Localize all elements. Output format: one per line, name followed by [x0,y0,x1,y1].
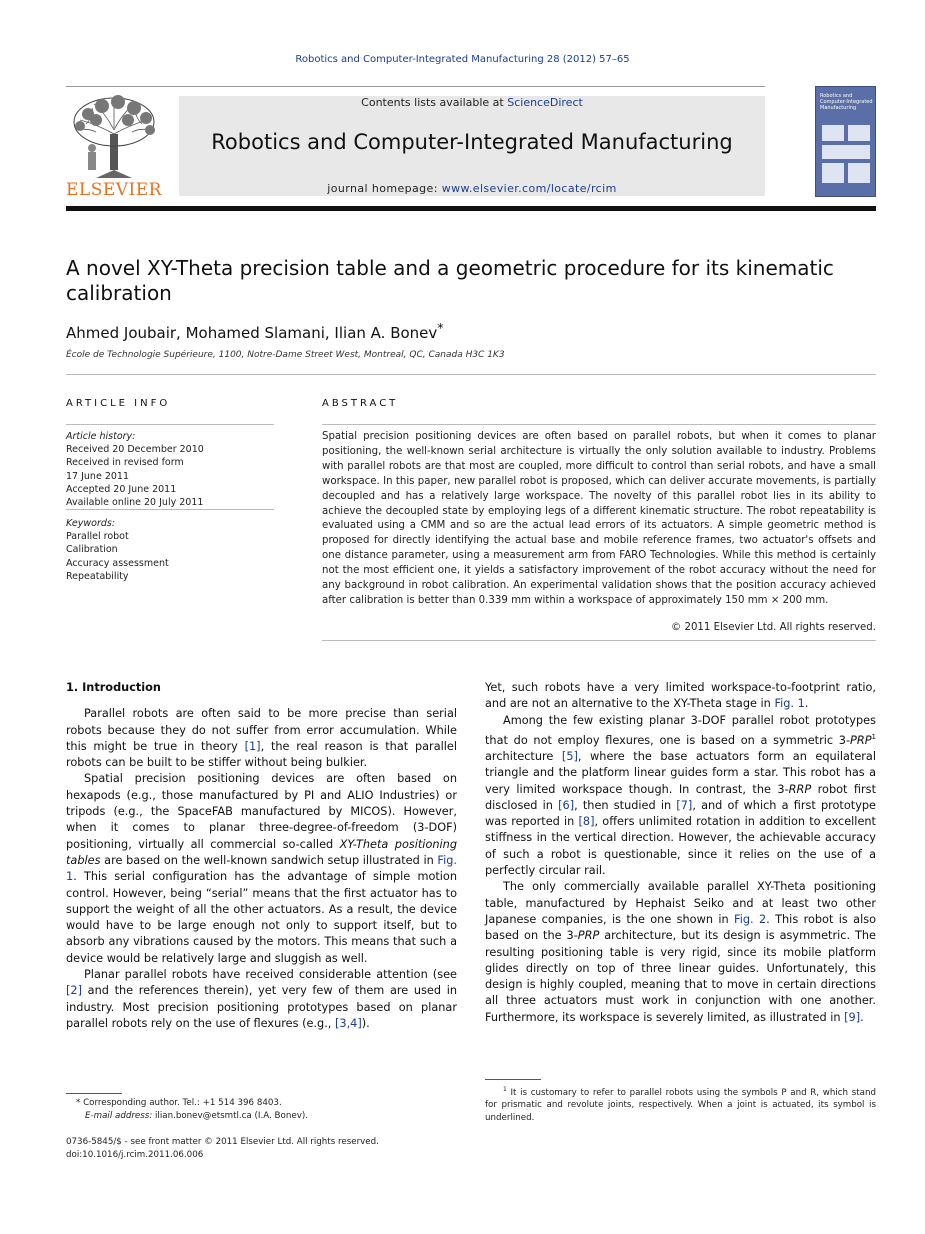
footnote-mark[interactable]: 1 [871,732,876,741]
text-run: ). [361,1016,370,1030]
authors-line [66,320,444,342]
cover-figure-block [822,145,870,159]
article-history-label: Article history: [66,431,136,442]
body-left-column [66,680,457,1032]
contents-prefix: Contents lists available at [361,96,508,109]
text-run: architecture [485,749,562,763]
figure-link[interactable]: Fig. 1 [774,697,805,711]
cover-figure-block [848,125,870,141]
citation-link[interactable]: [6] [558,798,575,812]
contents-line [179,96,765,109]
abstract-text: Spatial precision positioning devices are often based on parallel robots, but when it comes to planar positioning, the well-known serial architecture is virtually the only solution available to industry. Problems with parallel robots are that most are coupled, more difficult to control than serial robots, and have a small workspace. In this paper, new parallel robot is proposed, which can deliver accurate movements, is partially decoupled and has a relatively large workspace. The novelty of this parallel robot lies in its ability to achieve the decoupled state by employing legs of a different kinematic structure. The robot repeatability is evaluated using a CMM and so are the actual lead errors of its actuators. A simple geometric method is proposed for directly identifying the actual base and mobile reference frames, two actuator's offsets and one distance parameter, using a measurement arm from FARO Technologies. While this method is certainly not the most efficient one, it yields a satisfactory improvement of the robot accuracy without the need for any background in robot calibration. An experimental validation shows that the position accuracy achieved after calibration is better than 0.339 mm within a workspace of approximately 150 mm × 200 mm. [322,431,876,606]
text-run: , offers unlimited rotation in addition to excellent stiffness in the vertical direction. However, the achievable accuracy of such a robot is questionable, since it relies on the use of a perfectly circular rail. [485,815,876,878]
text-run: . [804,697,809,711]
email-address[interactable]: ilian.bonev@etsmtl.ca (I.A. Bonev). [152,1111,308,1121]
article-info-heading: ARTICLE INFO [66,398,171,409]
citation-link[interactable]: [2] [66,984,83,998]
text-run: . This serial configuration has the advantage of simple motion control. However, being “serial” means that the first actuator has to support the weight of all the other actuators. As a result, the device would have to be large enough not only to support itself, but to absorb any vibrations caused by the motors. This means that such a device would be relatively large and sluggish as well. [66,870,457,965]
body-right-column [485,680,876,1026]
history-item: Accepted 20 June 2011 [66,483,177,495]
header-thick-rule [66,206,876,211]
text-run: , where the base actuators form an equilateral triangle and the platform linear guides form a star. This robot has a very limited workspace though. In contrast, the 3- [485,749,876,796]
text-run: The only commercially available parallel XY-Theta positioning table, manufactured by Hephaist Seiko and at least two other Japanese companies, is the one shown in [485,880,876,926]
keywords-rule [66,509,274,510]
text-run: , the real reason is that parallel robots can be built to be stiffer without being bulkier. [66,739,457,770]
citation-link[interactable]: [7] [676,798,693,812]
history-item: Available online 20 July 2011 [66,497,204,509]
article-title: A novel XY-Theta precision table and a geometric procedure for its kinematic calibration [66,256,834,305]
citation-link[interactable]: [5] [561,749,578,763]
keyword-item: Repeatability [66,570,129,582]
symbol-prp: PRP [577,929,600,943]
journal-title: Robotics and Computer-Integrated Manufacturing [211,130,733,154]
footnote-rule [485,1079,541,1080]
footnote-1 [485,1084,876,1125]
paragraph [485,680,876,713]
text-run: architecture, but its design is asymmetric. The resulting positioning table is very rigid, since its mobile platform glides directly on top of three linear guides. Unfortunately, this design is highly coupled, meaning that to move in certain directions all three actuators must work in conjunction with one another. Furthermore, its workspace is severely limited, as illustrated in [485,929,876,1024]
issn-line: 0736-5845/$ - see front matter © 2011 Elsevier Ltd. All rights reserved. [66,1137,379,1147]
text-run: Parallel robots are often said to be more precise than serial robots because they do not suffer from error accumulation. While this might be true in theory [66,707,457,753]
section-heading: 1. Introduction [66,681,161,694]
keywords-label: Keywords: [66,518,116,529]
text-run: Among the few existing planar 3-DOF parallel robot prototypes that do not employ flexures, one is based on a symmetric 3- [485,713,876,747]
article-history [66,430,274,509]
text-run: Spatial precision positioning devices are often based on hexapods (e.g., those manufactured by PI and ALIO Industries) or tripods (e.g., the SpaceFAB manufactured by MICOS). However, when it comes to planar three-degree-of-freedom (3-DOF) positioning, virtually all commercial so-called [66,772,457,851]
text-run: . This robot is also based on the 3- [485,912,877,943]
paragraph [485,879,876,1026]
text-run: are based on the well-known sandwich setup illustrated in [100,853,438,867]
title-divider [66,374,876,375]
article-info-rule [66,424,274,425]
symbol-rrp: RRP [788,782,812,796]
citation-link[interactable]: [3,4] [334,1016,362,1030]
author-names: Ahmed Joubair, Mohamed Slamani, Ilian A. Bonev [66,324,438,342]
history-item: 17 June 2011 [66,470,129,482]
cover-figure-block [822,163,844,183]
text-run: , and of which a first prototype was reported in [485,798,877,829]
citation-link[interactable]: [1] [244,739,261,753]
emphasis-term: XY-Theta positioning tables [66,837,457,867]
keywords-block [66,517,274,583]
keyword-item: Accuracy assessment [66,557,169,569]
keyword-item: Calibration [66,544,118,556]
figure-link[interactable]: Fig. 2 [734,912,767,926]
paragraph [66,967,457,1032]
footnote-1-mark: 1 [503,1086,507,1093]
paragraph [66,771,457,967]
corresponding-author-note: * Corresponding author. Tel.: +1 514 396 8403. [76,1098,282,1108]
sciencedirect-link[interactable]: ScienceDirect [507,96,583,109]
abstract-bottom-rule [322,640,876,641]
journal-homepage-line [179,182,765,195]
text-run: robot first disclosed in [485,782,876,812]
history-item: Received in revised form [66,457,184,469]
footnote-rule [66,1093,122,1094]
text-run: . [860,1010,864,1024]
keyword-item: Parallel robot [66,531,129,543]
footnote-1-text: It is customary to refer to parallel robots using the symbols P and R, which stand for prismatic and revolute joints, respectively. When a joint is actuated, its symbol is underlined. [485,1087,876,1124]
text-run: Planar parallel robots have received considerable attention (see [84,968,457,982]
header-rule [66,86,765,87]
affiliation: École de Technologie Supérieure, 1100, Notre-Dame Street West, Montreal, QC, Canada H3C 1K3 [66,350,505,360]
text-run: and the references therein), yet very few of them are used in industry. Most precision positioning prototypes based on planar parallel robots rely on the use of flexures (e.g., [66,984,457,1030]
citation-link[interactable]: [8] [578,815,595,829]
homepage-prefix: journal homepage: [327,182,442,195]
cover-figure-block [822,125,844,141]
doi-line[interactable]: doi:10.1016/j.rcim.2011.06.006 [66,1150,204,1160]
corresponding-author-mark[interactable]: * [437,320,444,335]
homepage-link[interactable]: www.elsevier.com/locate/rcim [441,182,617,195]
paragraph [66,706,457,771]
symbol-prp: PRP [850,733,872,747]
elsevier-wordmark[interactable]: ELSEVIER [66,180,162,200]
email-label: E-mail address: [85,1111,153,1121]
email-note [85,1110,465,1123]
cover-figure-block [848,163,870,183]
abstract-copyright: © 2011 Elsevier Ltd. All rights reserved. [671,622,876,633]
paragraph [485,713,876,880]
journal-reference[interactable]: Robotics and Computer-Integrated Manufacturing 28 (2012) 57–65 [295,54,630,65]
cover-title: Robotics and Computer-Integrated Manufacturing [820,93,873,111]
history-item: Received 20 December 2010 [66,444,204,456]
abstract-heading: ABSTRACT [322,398,399,409]
journal-cover-image[interactable] [815,86,876,197]
abstract-rule [322,424,876,425]
citation-link[interactable]: [9] [844,1010,861,1024]
text-run: Yet, such robots have a very limited workspace-to-footprint ratio, and are not an alternative to the XY-Theta stage in [485,681,876,711]
text-run: , then studied in [574,798,677,812]
figure-link[interactable]: Fig. 1 [66,853,457,884]
